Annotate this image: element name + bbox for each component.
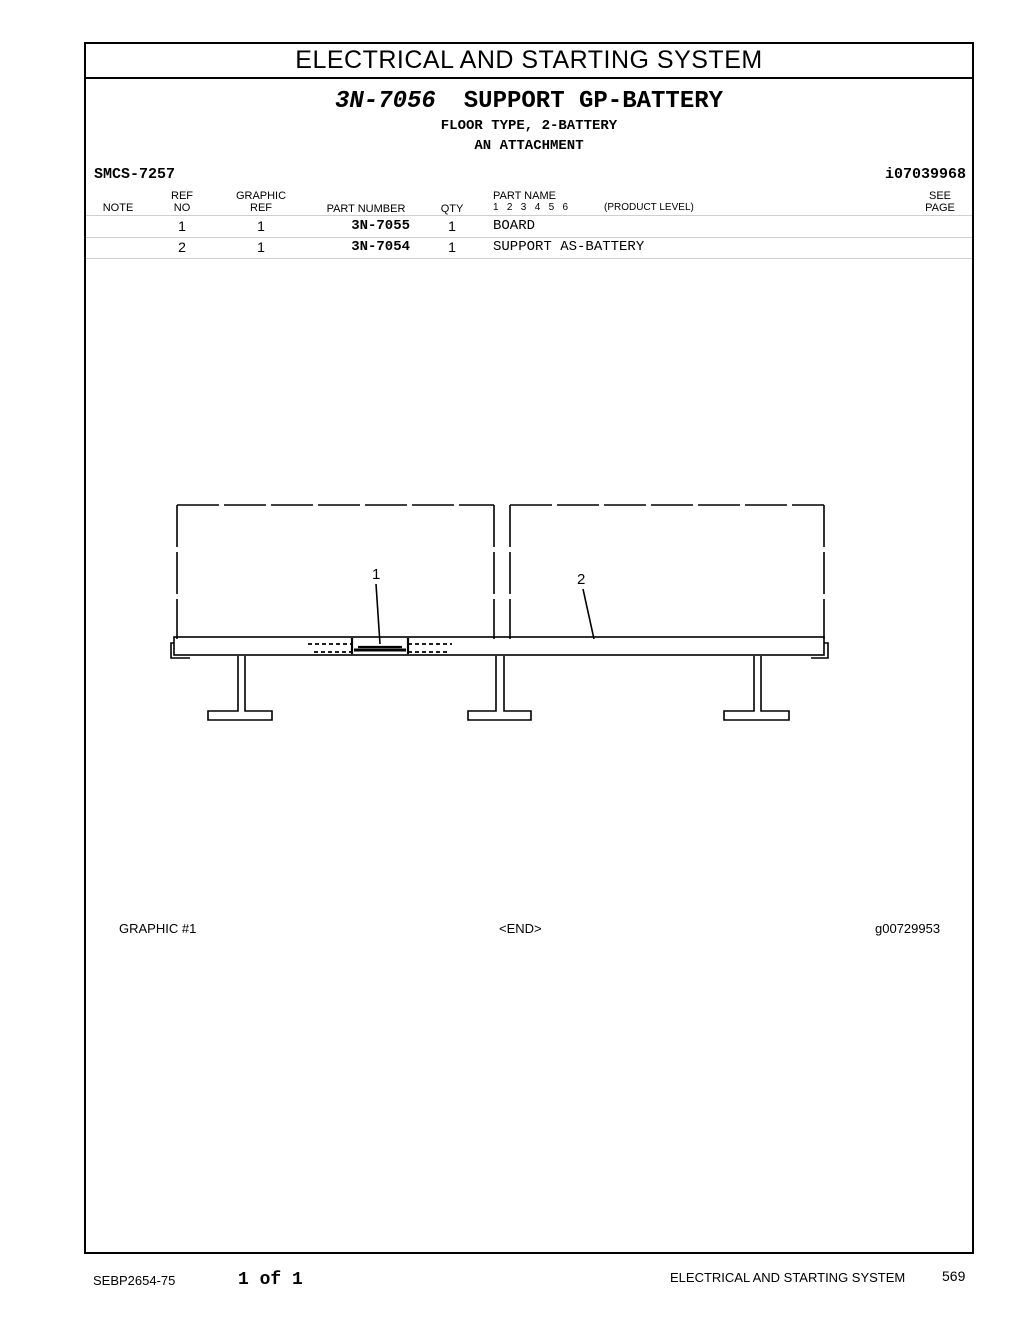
row1-qty: 1 [448, 218, 456, 234]
battery-left-outline [177, 505, 494, 639]
col-ref-top: REF [171, 190, 193, 202]
battery-right-outline [510, 505, 824, 639]
section-title: ELECTRICAL AND STARTING SYSTEM [86, 44, 972, 79]
row2-qty: 1 [448, 239, 456, 255]
col-ref-bottom: NO [173, 202, 191, 214]
page-frame [84, 42, 974, 1254]
subtitle-floor-type: FLOOR TYPE, 2-BATTERY [440, 118, 618, 134]
row2-graphic: 1 [257, 239, 265, 255]
row1-graphic: 1 [257, 218, 265, 234]
col-graphic-top: GRAPHIC [235, 190, 287, 202]
battery-support-drawing [86, 44, 972, 1252]
smcs-code: SMCS-7257 [94, 166, 176, 183]
leg-left [208, 656, 272, 720]
graphic-label: GRAPHIC #1 [119, 921, 197, 936]
footer-page-number: 569 [942, 1268, 966, 1284]
col-see-bottom: PAGE [925, 202, 955, 214]
callout-2[interactable]: 2 [577, 571, 586, 588]
leg-right [724, 656, 789, 720]
col-see-top: SEE [928, 190, 951, 202]
row2-ref: 2 [178, 239, 186, 255]
row1-part-number[interactable]: 3N-7055 [351, 218, 410, 234]
callout-2-leader [583, 589, 594, 639]
col-levels: 1 2 3 4 5 6 [493, 202, 569, 213]
graphic-id: g00729953 [875, 921, 941, 936]
footer-page-of: 1 of 1 [238, 1270, 303, 1290]
callout-1[interactable]: 1 [372, 566, 381, 583]
group-part-name: SUPPORT GP-BATTERY [463, 88, 724, 115]
col-product-level: (PRODUCT LEVEL) [604, 202, 694, 213]
support-board [174, 637, 824, 655]
leg-center [468, 656, 531, 720]
end-label: <END> [499, 921, 542, 936]
col-note: NOTE [102, 202, 134, 214]
col-graphic-bottom: REF [250, 202, 272, 214]
col-qty: QTY [440, 203, 464, 215]
illustration-id: i07039968 [884, 166, 966, 183]
row1-ref: 1 [178, 218, 186, 234]
col-part-name: PART NAME [493, 190, 556, 202]
callout-1-leader [376, 584, 380, 644]
footer-doc-id: SEBP2654-75 [93, 1273, 176, 1288]
col-part-number: PART NUMBER [326, 203, 406, 215]
row2-name: SUPPORT AS-BATTERY [493, 239, 645, 255]
row2-part-number[interactable]: 3N-7054 [351, 239, 410, 255]
group-part-number: 3N-7056 [334, 88, 436, 115]
footer-section: ELECTRICAL AND STARTING SYSTEM [670, 1270, 906, 1285]
subtitle-attachment: AN ATTACHMENT [474, 138, 584, 154]
row1-name: BOARD [493, 218, 536, 234]
